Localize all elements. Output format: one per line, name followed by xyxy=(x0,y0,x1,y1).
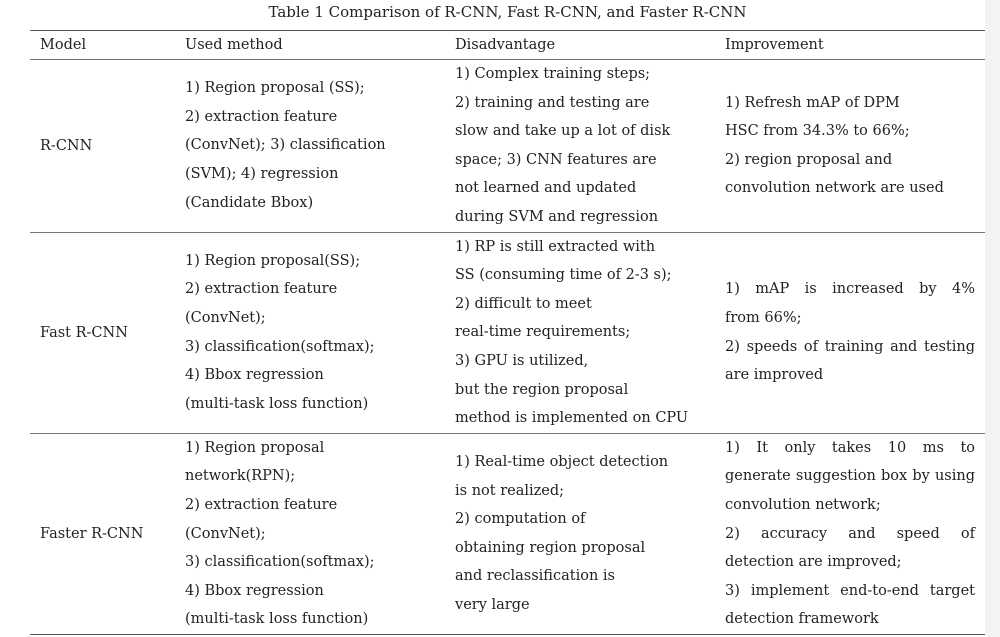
text-line: 4) Bbox regression xyxy=(185,582,324,599)
improvement-cell xyxy=(715,60,985,233)
model-cell: R-CNN xyxy=(30,60,175,233)
text-line: 3) implement end-to-end target xyxy=(725,582,975,599)
text-line: real-time requirements; xyxy=(455,324,631,341)
text-line: network(RPN); xyxy=(185,468,296,485)
text-line: 1) Region proposal (SS); xyxy=(185,80,365,97)
text-line: are improved xyxy=(725,367,824,384)
improvement-cell xyxy=(715,232,985,433)
text-line: 1) Region proposal xyxy=(185,439,325,456)
used-method-cell xyxy=(175,232,445,433)
table-row xyxy=(30,60,985,233)
text-line: generate suggestion box by using xyxy=(725,468,975,485)
text-line: 3) classification(softmax); xyxy=(185,338,375,355)
text-line: 2) computation of xyxy=(455,511,586,528)
text-line: from 66%; xyxy=(725,310,802,327)
table-row xyxy=(30,433,985,634)
table-row xyxy=(30,232,985,433)
text-line: method is implemented on CPU xyxy=(455,410,689,427)
text-line: obtaining region proposal xyxy=(455,539,646,556)
text-line: 3) classification(softmax); xyxy=(185,554,375,571)
text-line: but the region proposal xyxy=(455,381,629,398)
model-cell: Fast R-CNN xyxy=(30,232,175,433)
improvement-cell xyxy=(715,433,985,634)
disadvantage-cell xyxy=(445,433,715,634)
text-line: detection framework xyxy=(725,611,879,628)
text-line: 2) difficult to meet xyxy=(455,295,592,312)
text-line: SS (consuming time of 2-3 s); xyxy=(455,267,672,284)
model-cell: Faster R-CNN xyxy=(30,433,175,634)
text-line: (multi-task loss function) xyxy=(185,395,369,412)
text-line: space; 3) CNN features are xyxy=(455,151,657,168)
text-line: (Candidate Bbox) xyxy=(185,194,314,211)
comparison-table xyxy=(30,30,985,635)
header-disadvantage: Disadvantage xyxy=(445,31,715,60)
text-line: is not realized; xyxy=(455,482,565,499)
text-line: 1) It only takes 10 ms to xyxy=(725,439,975,456)
header-model: Model xyxy=(30,31,175,60)
text-line: 2) region proposal and xyxy=(725,151,893,168)
text-line: not learned and updated xyxy=(455,180,637,197)
text-line: convolution network; xyxy=(725,496,881,513)
used-method-cell xyxy=(175,60,445,233)
table-header-row xyxy=(30,31,985,60)
text-line: 1) Real-time object detection xyxy=(455,454,669,471)
text-line: (SVM); 4) regression xyxy=(185,166,339,183)
text-line: 2) speeds of training and testing xyxy=(725,338,975,355)
text-line: very large xyxy=(455,596,530,613)
text-line: slow and take up a lot of disk xyxy=(455,123,671,140)
text-line: 1) RP is still extracted with xyxy=(455,238,656,255)
text-line: and reclassification is xyxy=(455,568,615,585)
header-improvement: Improvement xyxy=(715,31,985,60)
used-method-cell xyxy=(175,433,445,634)
table-caption: Table 1 Comparison of R-CNN, Fast R-CNN, and Faster R-CNN xyxy=(268,3,747,21)
text-line: (multi-task loss function) xyxy=(185,611,369,628)
disadvantage-cell xyxy=(445,232,715,433)
disadvantage-cell xyxy=(445,60,715,233)
text-line: detection are improved; xyxy=(725,554,902,571)
text-line: convolution network are used xyxy=(725,180,944,197)
text-line: (ConvNet); xyxy=(185,310,266,327)
text-line: (ConvNet); xyxy=(185,525,266,542)
text-line: 1) mAP is increased by 4% xyxy=(725,281,975,298)
text-line: 2) extraction feature xyxy=(185,108,338,125)
text-line: 1) Region proposal(SS); xyxy=(185,252,361,269)
text-line: 2) training and testing are xyxy=(455,94,650,111)
text-line: during SVM and regression xyxy=(455,208,659,225)
text-line: 4) Bbox regression xyxy=(185,367,324,384)
text-line: 3) GPU is utilized, xyxy=(455,352,589,369)
text-line: 2) extraction feature xyxy=(185,496,338,513)
text-line: 2) extraction feature xyxy=(185,281,338,298)
text-line: 1) Refresh mAP of DPM xyxy=(725,94,900,111)
text-line: (ConvNet); 3) classification xyxy=(185,137,386,154)
text-line: HSC from 34.3% to 66%; xyxy=(725,123,910,140)
text-line: 1) Complex training steps; xyxy=(455,66,651,82)
header-used-method: Used method xyxy=(175,31,445,60)
text-line: 2) accuracy and speed of xyxy=(725,525,975,542)
